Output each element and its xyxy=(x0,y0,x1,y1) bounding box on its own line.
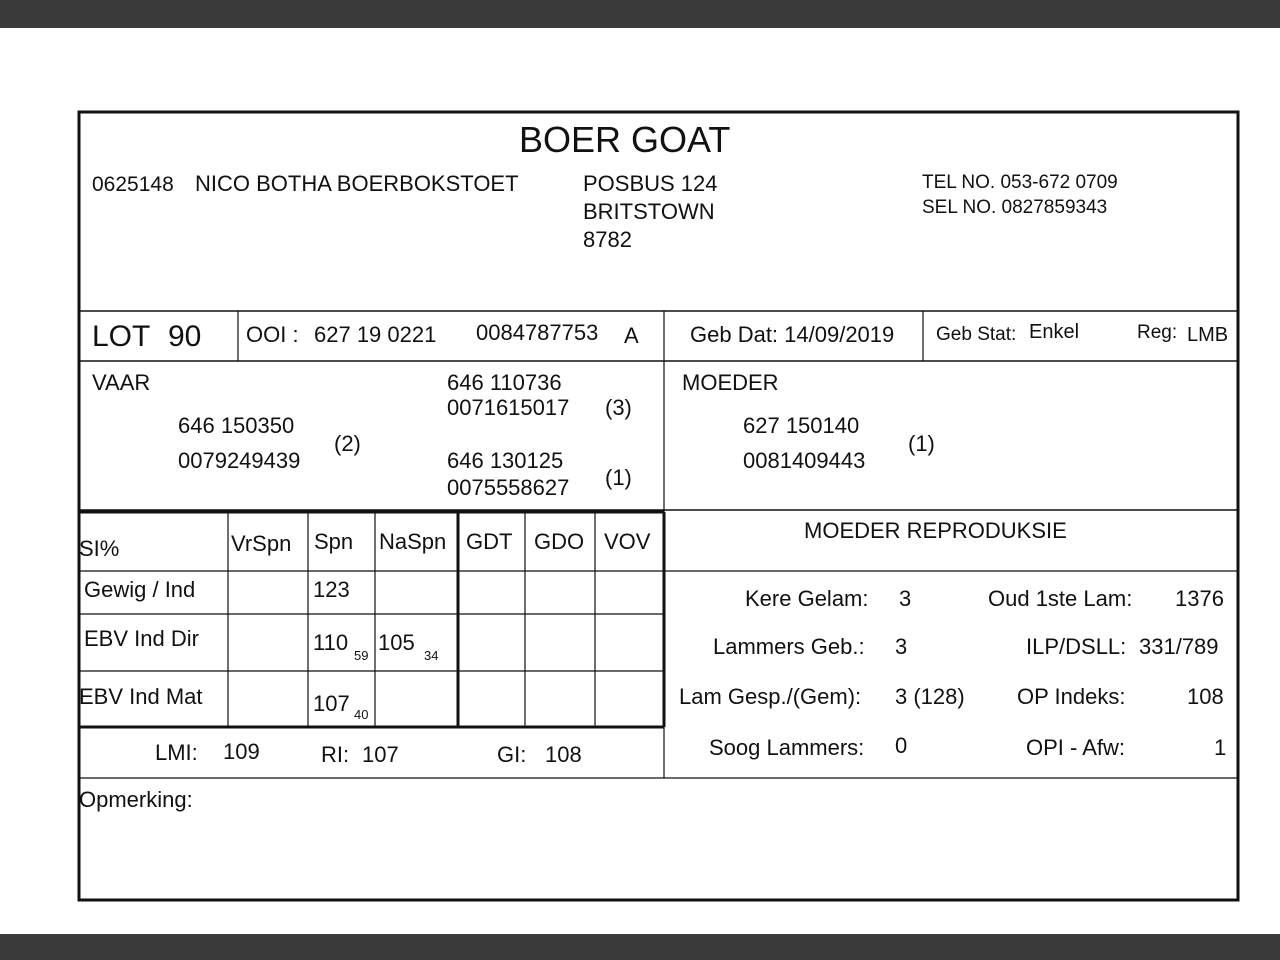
birth-status-value: Enkel xyxy=(1029,321,1080,343)
ooi-id: 0084787753 xyxy=(476,320,599,345)
ooi-number: 627 19 0221 xyxy=(314,322,437,347)
ilp-value: 331/789 xyxy=(1139,634,1219,659)
row-label-gewig: Gewig / Ind xyxy=(84,577,196,602)
lot-number: 90 xyxy=(168,320,202,353)
col-header-vrspn: VrSpn xyxy=(231,531,292,556)
col-header-gdo: GDO xyxy=(534,529,585,554)
sire-dam-grade: (1) xyxy=(605,465,632,490)
row-label-ebv-dir: EBV Ind Dir xyxy=(84,626,199,651)
dam-grade: (1) xyxy=(908,431,935,456)
sire-sire-number: 646 110736 xyxy=(447,370,562,395)
first-lamb-age-label: Oud 1ste Lam: xyxy=(988,586,1133,611)
ebv-mat-spn-accuracy: 40 xyxy=(354,707,369,722)
col-header-vov: VOV xyxy=(604,529,651,554)
kere-gelam-value: 3 xyxy=(899,586,912,611)
suckling-lambs-value: 0 xyxy=(895,733,908,758)
ri-value: 107 xyxy=(362,742,399,767)
dam-id: 0081409443 xyxy=(743,448,866,473)
sire-sire-grade: (3) xyxy=(605,395,632,420)
breeder-name: NICO BOTHA BOERBOKSTOET xyxy=(195,171,519,196)
opi-deviation-value: 1 xyxy=(1214,735,1227,760)
op-index-value: 108 xyxy=(1187,684,1224,709)
sel-number: SEL NO. 0827859343 xyxy=(922,197,1108,218)
sire-grade: (2) xyxy=(334,431,361,456)
lambs-born-value: 3 xyxy=(895,634,908,659)
lot-label: LOT xyxy=(92,320,151,353)
kere-gelam-label: Kere Gelam: xyxy=(745,586,869,611)
sire-sire-id: 0071615017 xyxy=(447,395,570,420)
address-line-1: POSBUS 124 xyxy=(583,171,718,196)
col-header-naspn: NaSpn xyxy=(379,529,447,554)
remarks-area xyxy=(82,818,1232,896)
ooi-grade: A xyxy=(624,323,639,348)
suckling-lambs-label: Soog Lammers: xyxy=(709,735,865,760)
ilp-label: ILP/DSLL: xyxy=(1026,634,1127,659)
gi-label: GI: xyxy=(497,742,527,767)
card-border xyxy=(79,112,1238,900)
breeder-code: 0625148 xyxy=(92,173,174,196)
lambs-born-label: Lammers Geb.: xyxy=(713,634,865,659)
row-label-ebv-mat: EBV Ind Mat xyxy=(79,684,203,709)
ebv-dir-naspn-accuracy: 34 xyxy=(424,648,439,663)
lambs-weaned-label: Lam Gesp./(Gem): xyxy=(679,684,862,709)
birth-status-label: Geb Stat: xyxy=(936,324,1017,345)
reg-value: LMB xyxy=(1187,324,1229,346)
address-line-3: 8782 xyxy=(583,227,632,252)
tel-number: TEL NO. 053-672 0709 xyxy=(922,172,1118,193)
reg-label: Reg: xyxy=(1137,322,1178,343)
dam-number: 627 150140 xyxy=(743,413,860,438)
sire-heading: VAAR xyxy=(92,370,151,395)
col-header-si: SI% xyxy=(79,536,120,561)
gewig-spn: 123 xyxy=(313,577,350,602)
ebv-mat-spn: 107 xyxy=(313,691,350,716)
col-header-gdt: GDT xyxy=(466,529,513,554)
address-line-2: BRITSTOWN xyxy=(583,199,715,224)
ooi-label: OOI : xyxy=(246,322,299,347)
reproduction-title: MOEDER REPRODUKSIE xyxy=(804,518,1067,543)
sire-number: 646 150350 xyxy=(178,413,295,438)
ebv-dir-spn-accuracy: 59 xyxy=(354,648,369,663)
sire-dam-id: 0075558627 xyxy=(447,475,570,500)
ebv-dir-spn: 110 xyxy=(313,630,349,655)
gi-value: 108 xyxy=(545,742,582,767)
lambs-weaned-value: 3 (128) xyxy=(895,684,965,709)
col-header-spn: Spn xyxy=(314,529,354,554)
first-lamb-age-value: 1376 xyxy=(1175,586,1224,611)
lmi-label: LMI: xyxy=(155,740,198,765)
page-title: BOER GOAT xyxy=(519,119,731,160)
op-index-label: OP Indeks: xyxy=(1017,684,1126,709)
opi-deviation-label: OPI - Afw: xyxy=(1026,735,1126,760)
sire-id: 0079249439 xyxy=(178,448,301,473)
birth-date: Geb Dat: 14/09/2019 xyxy=(690,322,895,347)
sire-dam-number: 646 130125 xyxy=(447,448,564,473)
ebv-dir-naspn: 105 xyxy=(378,630,415,655)
remarks-label: Opmerking: xyxy=(79,787,193,812)
ri-label: RI: xyxy=(321,742,350,767)
dam-heading: MOEDER xyxy=(682,370,779,395)
lmi-value: 109 xyxy=(223,739,260,764)
